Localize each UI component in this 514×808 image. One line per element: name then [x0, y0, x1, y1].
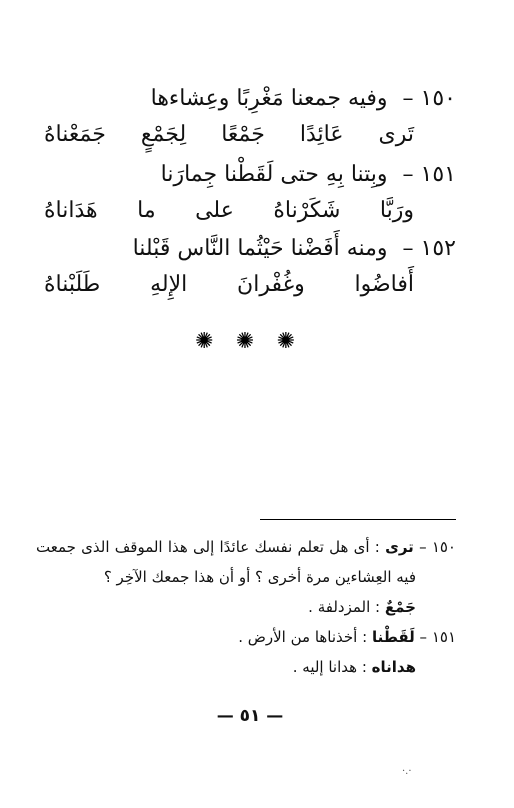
footnote-term: ترى	[385, 538, 414, 556]
verse-150-second-hemistich: تَرى عَائِدًا جَمْعًا لِجَمْعٍ جَمَعْناهُ	[44, 122, 414, 147]
verse-151-first-hemistich	[46, 160, 456, 190]
footnote-text: : هدانا إليه .	[292, 658, 367, 676]
verse-text: ومنه أَفَضْنا حَيْثُما النَّاس قَبْلنا	[132, 236, 388, 261]
footnote-term: لَقَطْنا	[371, 628, 415, 646]
ornament-star-icon: ✺	[276, 329, 295, 354]
footnote-term: جَمْعٌ	[384, 598, 416, 616]
footnote-number: ١٥١ –	[419, 628, 456, 646]
ornament-star-icon: ✺	[195, 329, 214, 354]
page-number: — ٥١ —	[216, 706, 284, 726]
footnote-text: : المزدلفة .	[308, 598, 381, 616]
footnote-150-continuation	[34, 566, 416, 588]
verse-number: ١٥١ –	[402, 162, 456, 187]
verse-number: ١٥٠ –	[402, 86, 456, 111]
scan-speck: ·.·	[402, 766, 412, 777]
verse-152-first-hemistich	[46, 234, 456, 264]
verse-152-second-hemistich: أَفاضُوا وغُفْرانَ الإِلهِ طَلَبْناهُ	[44, 272, 414, 297]
footnote-150-jam	[34, 596, 416, 618]
section-divider-ornaments	[195, 330, 295, 354]
footnote-separator	[260, 519, 456, 520]
footnote-text: : أخذناها من الأرض .	[238, 628, 368, 646]
footnote-151	[36, 626, 456, 648]
footnote-term: هداناه	[371, 658, 416, 676]
verse-number: ١٥٢ –	[402, 236, 456, 261]
verse-text: وفيه جمعنا مَغْرِبًا وعِشاءها	[150, 86, 388, 111]
verse-150-first-hemistich	[46, 84, 456, 114]
footnote-151-hadanah	[34, 656, 416, 678]
footnote-number: ١٥٠ –	[419, 538, 456, 556]
ornament-star-icon: ✺	[235, 329, 255, 354]
footnote-text: فيه العِشاءين مرة أخرى ؟ أو أن هذا جمعك الآخِر ؟	[103, 568, 416, 586]
verse-151-second-hemistich: ورَبَّا شَكَرْناهُ على ما هَدَاناهُ	[44, 198, 414, 223]
footnote-150	[36, 536, 456, 558]
verse-text: وبِتنا بِهِ حتى لَقَطْنا جِمارَنا	[160, 162, 388, 187]
footnote-text: : أى هل تعلم نفسك عائدًا إلى هذا الموقف الذى جمعت	[36, 538, 380, 556]
